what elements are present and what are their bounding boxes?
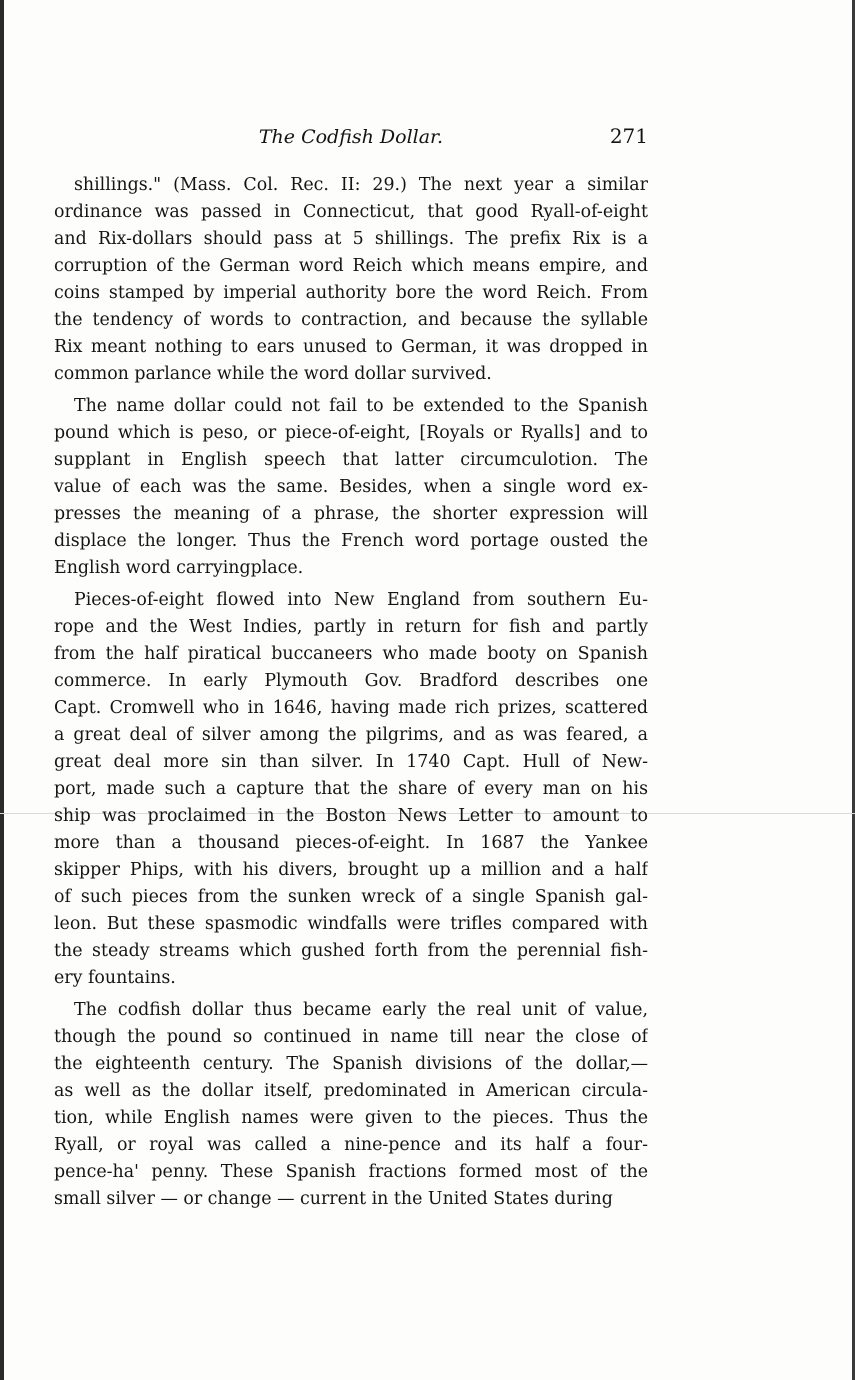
text-line: Pieces-of-eight flowed into New England from southern Eu- [74,590,648,610]
text-line: ship was proclaimed in the Boston News Letter to amount to [54,806,648,826]
text-line: as well as the dollar itself, predominated in American circula- [54,1081,648,1101]
text-line: great deal more sin than silver. In 1740 Capt. Hull of New- [54,752,648,772]
text-line: ordinance was passed in Connecticut, that good Ryall-of-eight [54,202,648,222]
text-line: The name dollar could not fail to be extended to the Spanish [74,396,648,416]
text-line: Capt. Cromwell who in 1646, having made rich prizes, scattered [54,698,648,718]
text-line: English word carryingplace. [54,558,304,578]
text-line: port, made such a capture that the share of every man on his [54,779,648,799]
paragraph [54,172,648,388]
text-line: pence-ha' penny. These Spanish fractions formed most of the [54,1162,648,1182]
text-line: common parlance while the word dollar survived. [54,364,492,384]
running-title: The Codfish Dollar. [258,126,444,148]
text-line: shillings." (Mass. Col. Rec. II: 29.) The next year a similar [74,175,648,195]
text-line: ery fountains. [54,968,176,988]
text-line: tion, while English names were given to the pieces. Thus the [54,1108,648,1128]
text-line: a great deal of silver among the pilgrims, and as was feared, a [54,725,648,745]
body-text [54,172,648,1213]
text-line: The codfish dollar thus became early the real unit of value, [74,1000,648,1020]
text-line: the steady streams which gushed forth from the perennial fish- [54,941,648,961]
text-line: presses the meaning of a phrase, the shorter expression will [54,504,648,524]
text-line: coins stamped by imperial authority bore the word Reich. From [54,283,648,303]
running-head [54,126,648,156]
text-line: more than a thousand pieces-of-eight. In 1687 the Yankee [54,833,648,853]
text-line: supplant in English speech that latter circumculotion. The [54,450,648,470]
text-line: the tendency of words to contraction, and because the syllable [54,310,648,330]
paragraph [54,997,648,1213]
text-line: Ryall, or royal was called a nine-pence and its half a four- [54,1135,648,1155]
text-line: leon. But these spasmodic windfalls were trifles compared with [54,914,648,934]
text-line: value of each was the same. Besides, when a single word ex- [54,477,648,497]
text-line: small silver — or change — current in the United States during [54,1189,613,1209]
text-line: Rix meant nothing to ears unused to German, it was dropped in [54,337,648,357]
paragraph [54,393,648,582]
paragraph [54,587,648,992]
page-number: 271 [609,124,648,148]
text-line: rope and the West Indies, partly in return for fish and partly [54,617,648,637]
text-line: of such pieces from the sunken wreck of a single Spanish gal- [54,887,648,907]
text-line: skipper Phips, with his divers, brought up a million and a half [54,860,648,880]
text-line: pound which is peso, or piece-of-eight, [Royals or Ryalls] and to [54,423,648,443]
scan-left-edge [0,0,4,1380]
text-line: the eighteenth century. The Spanish divisions of the dollar,— [54,1054,648,1074]
text-line: and Rix-dollars should pass at 5 shillings. The prefix Rix is a [54,229,648,249]
text-line: though the pound so continued in name till near the close of [54,1027,648,1047]
text-line: from the half piratical buccaneers who made booty on Spanish [54,644,648,664]
text-line: corruption of the German word Reich which means empire, and [54,256,648,276]
text-line: displace the longer. Thus the French word portage ousted the [54,531,648,551]
text-line: commerce. In early Plymouth Gov. Bradford describes one [54,671,648,691]
